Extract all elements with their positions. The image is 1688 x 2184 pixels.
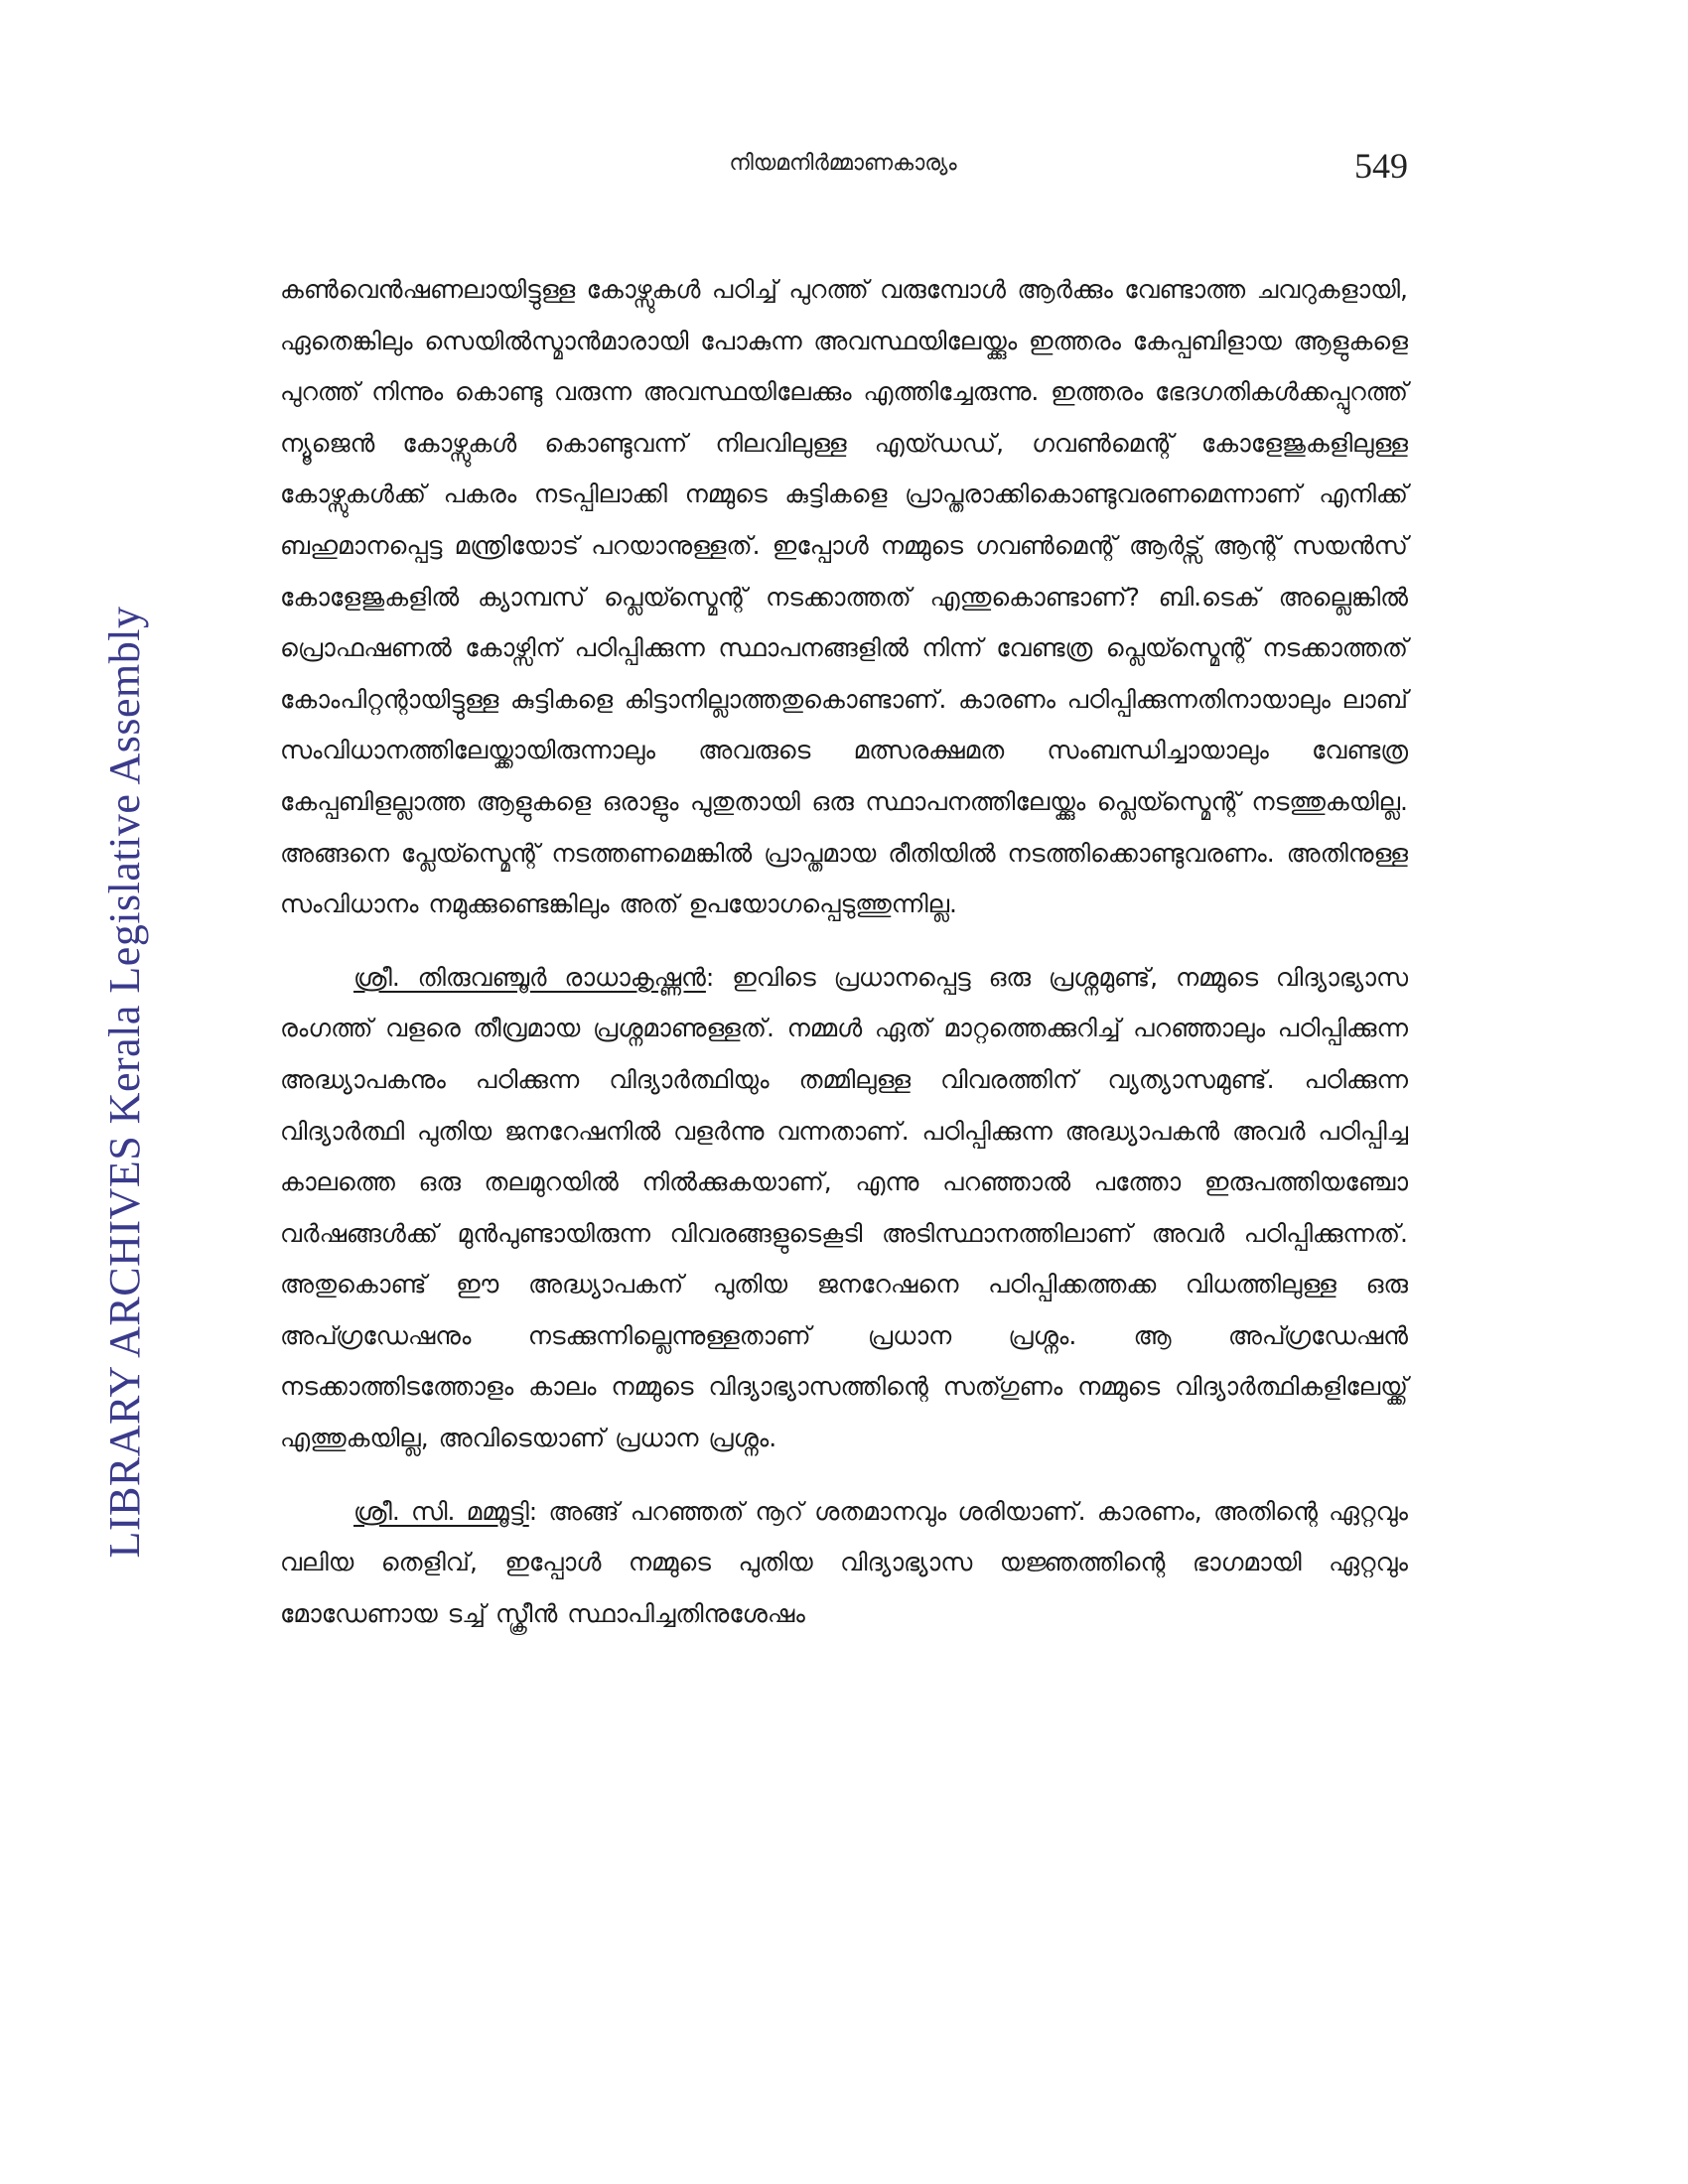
- paragraph-text: കൺവെൻഷണലായിട്ടുള്ള കോഴ്സുകൾ പഠിച്ച് പുറത്ത് വരുമ്പോൾ ആർക്കും വേണ്ടാത്ത ചവറുകളായി, ഏതെങ്കിലും സെയിൽസ്മാൻമാരായി പോകുന്ന അവസ്ഥയിലേയ്ക്കും ഇത്തരം കേപ്പബിളായ ആളുകളെ പുറത്ത് നിന്നും കൊണ്ടു വരുന്ന അവസ്ഥയിലേക്കും എത്തിച്ചേരുന്നു. ഇത്തരം ഭേദഗതികൾക്കപ്പുറത്ത് ന്യൂജെൻ കോഴ്സുകൾ കൊണ്ടുവന്ന് നിലവിലുള്ള എയ്ഡഡ്, ഗവൺമെന്റ് കോളേജുകളിലുള്ള കോഴ്സുകൾക്ക് പകരം നടപ്പിലാക്കി നമ്മുടെ കുട്ടികളെ പ്രാപ്തരാക്കികൊണ്ടുവരണമെന്നാണ് എനിക്ക് ബഹുമാനപ്പെട്ട മന്ത്രിയോട് പറയാനുള്ളത്. ഇപ്പോൾ നമ്മുടെ ഗവൺമെന്റ് ആർട്സ് ആന്റ് സയൻസ് കോളേജുകളിൽ ക്യാമ്പസ് പ്ലെയ്സ്മെന്റ് നടക്കാത്തത് എന്തുകൊണ്ടാണ്? ബി.ടെക് അല്ലെങ്കിൽ പ്രൊഫഷണൽ കോഴ്സിന് പഠിപ്പിക്കുന്ന സ്ഥാപനങ്ങളിൽ നിന്ന് വേണ്ടത്ര പ്ലെയ്സ്മെന്റ് നടക്കാത്തത് കോംപിറ്റന്റായിട്ടുള്ള കുട്ടികളെ കിട്ടാനില്ലാത്തതുകൊണ്ടാണ്. കാരണം പഠിപ്പിക്കുന്നതിനായാലും ലാബ് സംവിധാനത്തിലേയ്ക്കായിരുന്നാലും അവരുടെ മത്സരക്ഷമത സംബന്ധിച്ചായാലും വേണ്ടത്ര കേപ്പബിളല്ലാത്ത ആളുകളെ ഒരാളും പുതുതായി ഒരു സ്ഥാപനത്തിലേയ്ക്കും പ്ലെയ്സ്മെന്റ് നടത്തുകയില്ല. അങ്ങനെ പ്ലേയ്സ്മെന്റ് നടത്തണമെങ്കിൽ പ്രാപ്തമായ രീതിയിൽ നടത്തിക്കൊണ്ടുവരണം. അതിനുള്ള സംവിധാനം നമുക്കുണ്ടെങ്കിലും അത് ഉപയോഗപ്പെടുത്തുന്നില്ല.: [280, 275, 1408, 919]
- paragraph-speech-radhakrishnan: [280, 952, 1408, 1464]
- page-number: 549: [1354, 146, 1408, 186]
- page-body: [280, 264, 1408, 1639]
- speaker-name: ശ്രീ. തിരുവഞ്ചൂർ രാധാകൃഷ്ണൻ: [353, 962, 706, 992]
- running-header-title: നിയമനിർമ്മാണകാര്യം: [729, 151, 957, 176]
- speaker-name: ശ്രീ. സി. മമ്മൂട്ടി: [353, 1496, 529, 1526]
- paragraph-continuation: [280, 264, 1408, 930]
- speech-text: : ഇവിടെ പ്രധാനപ്പെട്ട ഒരു പ്രശ്നമുണ്ട്, നമ്മുടെ വിദ്യാഭ്യാസ രംഗത്ത് വളരെ തീവ്രമായ പ്രശ്നമാണുള്ളത്. നമ്മൾ ഏത് മാറ്റത്തെക്കുറിച്ച് പറഞ്ഞാലും പഠിപ്പിക്കുന്ന അദ്ധ്യാപകനും പഠിക്കുന്ന വിദ്യാർത്ഥിയും തമ്മിലുള്ള വിവരത്തിന് വ്യത്യാസമുണ്ട്. പഠിക്കുന്ന വിദ്യാർത്ഥി പുതിയ ജനറേഷനിൽ വളർന്നു വന്നതാണ്. പഠിപ്പിക്കുന്ന അദ്ധ്യാപകൻ അവർ പഠിപ്പിച്ച കാലത്തെ ഒരു തലമുറയിൽ നിൽക്കുകയാണ്, എന്നു പറഞ്ഞാൽ പത്തോ ഇരുപത്തിയഞ്ചോ വർഷങ്ങൾക്ക് മുൻപുണ്ടായിരുന്ന വിവരങ്ങളുടെകൂടി അടിസ്ഥാനത്തിലാണ് അവർ പഠിപ്പിക്കുന്നത്. അതുകൊണ്ട് ഈ അദ്ധ്യാപകന് പുതിയ ജനറേഷനെ പഠിപ്പിക്കത്തക്ക വിധത്തിലുള്ള ഒരു അപ്ഗ്രഡേഷനും നടക്കുന്നില്ലെന്നുള്ളതാണ് പ്രധാന പ്രശ്നം. ആ അപ്ഗ്രഡേഷൻ നടക്കാത്തിടത്തോളം കാലം നമ്മുടെ വിദ്യാഭ്യാസത്തിന്റെ സത്ഗുണം നമ്മുടെ വിദ്യാർത്ഥികളിലേയ്ക്ക് എത്തുകയില്ല, അവിടെയാണ് പ്രധാന പ്രശ്നം.: [280, 962, 1409, 1453]
- paragraph-speech-mammootty: [280, 1486, 1408, 1640]
- library-archives-watermark: LIBRARY ARCHIVES Kerala Legislative Assembly: [100, 606, 149, 1559]
- speech-text: : അങ്ങ് പറഞ്ഞത് നൂറ് ശതമാനവും ശരിയാണ്. കാരണം, അതിന്റെ ഏറ്റവും വലിയ തെളിവ്, ഇപ്പോൾ നമ്മുടെ പുതിയ വിദ്യാഭ്യാസ യജ്ഞത്തിന്റെ ഭാഗമായി ഏറ്റവും മോഡേണായ ടച്ച് സ്ക്രീൻ സ്ഥാപിച്ചതിനുശേഷം: [280, 1496, 1408, 1628]
